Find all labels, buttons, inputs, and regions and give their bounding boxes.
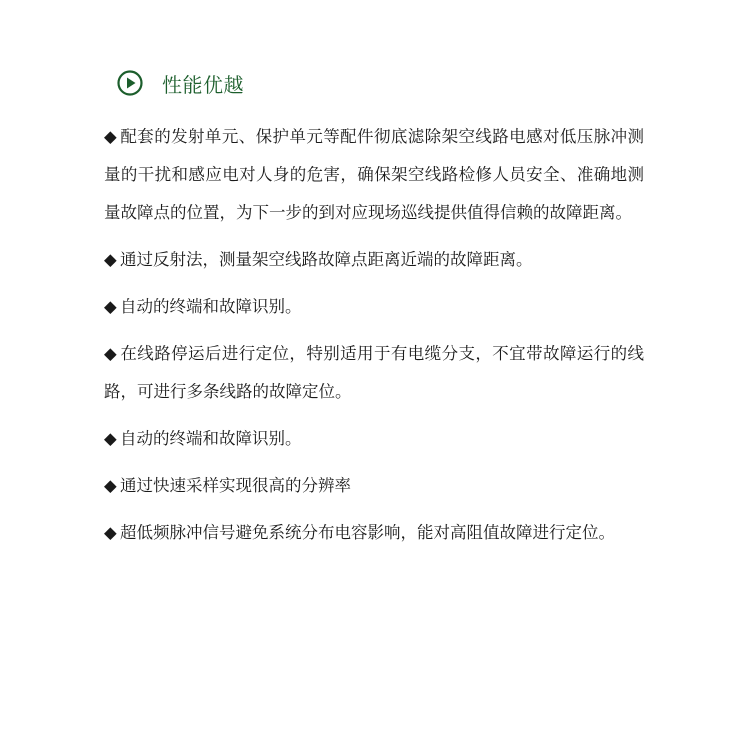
- feature-text: 通过反射法，测量架空线路故障点距离近端的故障距离。: [120, 250, 533, 269]
- feature-text: 自动的终端和故障识别。: [120, 297, 302, 316]
- section-header: [117, 66, 244, 100]
- feature-text: 通过快速采样实现很高的分辨率: [120, 476, 351, 495]
- diamond-bullet-icon: ◆: [104, 344, 117, 363]
- feature-item: [104, 118, 644, 232]
- diamond-bullet-icon: ◆: [104, 297, 117, 316]
- feature-item: [104, 241, 644, 279]
- feature-item: [104, 467, 644, 505]
- feature-item: [104, 420, 644, 458]
- feature-text: 配套的发射单元、保护单元等配件彻底滤除架空线路电感对低压脉冲测量的干扰和感应电对人身的危害，确保架空线路检修人员安全、准确地测量故障点的位置，为下一步的到对应现场巡线提供值得信赖的故障距离。: [104, 127, 644, 222]
- diamond-bullet-icon: ◆: [104, 250, 117, 269]
- feature-text: 在线路停运后进行定位，特别适用于有电缆分支，不宜带故障运行的线路，可进行多条线路的故障定位。: [104, 344, 644, 401]
- feature-item: [104, 514, 644, 552]
- feature-text: 超低频脉冲信号避免系统分布电容影响，能对高阻值故障进行定位。: [120, 523, 615, 542]
- feature-list: [104, 118, 644, 561]
- diamond-bullet-icon: ◆: [104, 429, 117, 448]
- feature-item: [104, 288, 644, 326]
- feature-item: [104, 335, 644, 411]
- diamond-bullet-icon: ◆: [104, 476, 117, 495]
- play-circle-icon: [117, 70, 143, 96]
- diamond-bullet-icon: ◆: [104, 523, 117, 542]
- section-title: 性能优越: [162, 72, 244, 97]
- feature-text: 自动的终端和故障识别。: [120, 429, 302, 448]
- diamond-bullet-icon: ◆: [104, 127, 117, 146]
